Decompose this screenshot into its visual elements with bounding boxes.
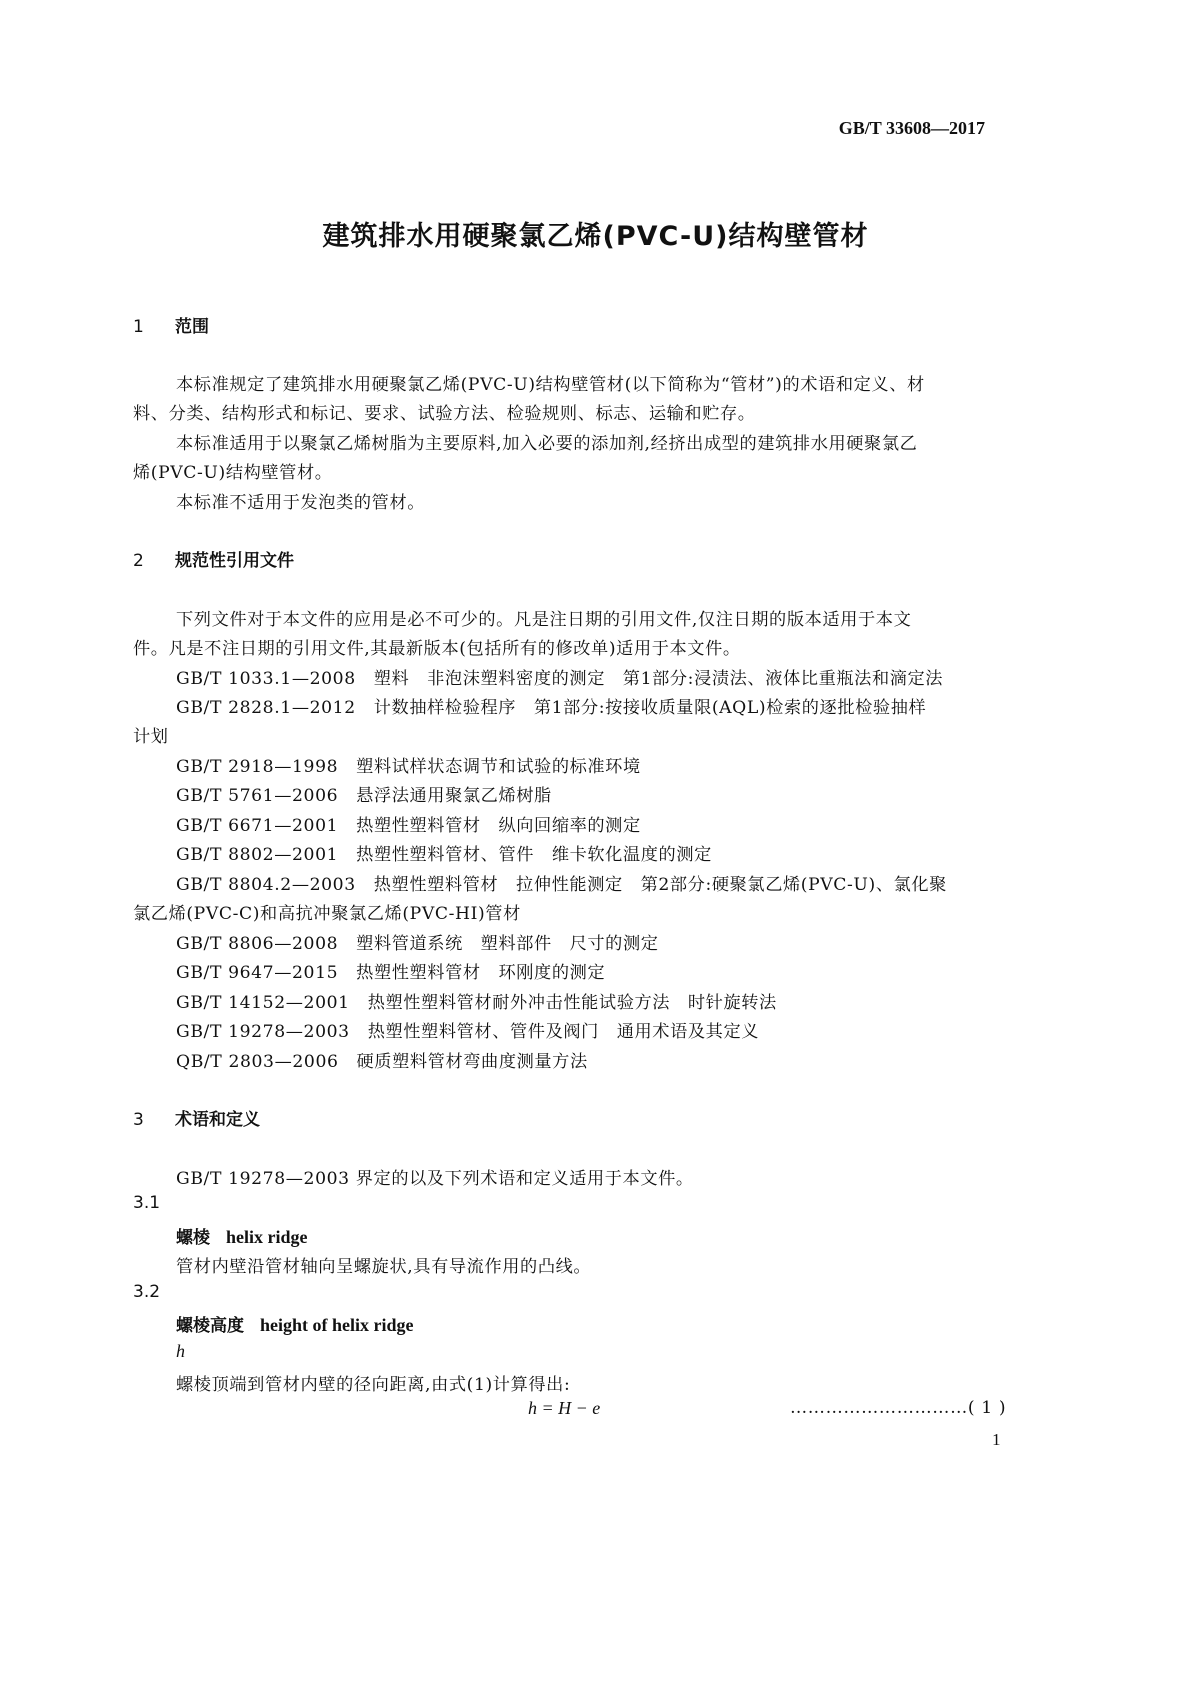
s2-intro-line-2: 件。凡是不注日期的引用文件,其最新版本(包括所有的修改单)适用于本文件。	[133, 639, 741, 659]
reference-title: 热塑性塑料管材、管件 维卡软化温度的测定	[356, 845, 712, 865]
reference-code: GB/T 8804.2—2003	[176, 875, 356, 895]
section-2-heading	[133, 546, 294, 571]
s3-intro: GB/T 19278—2003 界定的以及下列术语和定义适用于本文件。	[176, 1169, 694, 1189]
reference-code: GB/T 8806—2008	[176, 934, 339, 954]
section-title: 术语和定义	[175, 1110, 260, 1130]
reference-title: 塑料试样状态调节和试验的标准环境	[356, 757, 641, 777]
term-3-1-number: 3.1	[133, 1193, 161, 1213]
term-english: helix ridge	[226, 1227, 308, 1247]
reference-title: 热塑性塑料管材 拉伸性能测定 第2部分:硬聚氯乙烯(PVC-U)、氯化聚	[373, 875, 947, 895]
reference-title: 热塑性塑料管材 环刚度的测定	[356, 963, 606, 983]
reference-code: GB/T 2828.1—2012	[176, 698, 356, 718]
reference-code: GB/T 19278—2003	[176, 1022, 350, 1042]
reference-title: 悬浮法通用聚氯乙烯树脂	[356, 786, 552, 806]
reference-code: GB/T 6671—2001	[176, 816, 339, 836]
reference-title: 计数抽样检验程序 第1部分:按接收质量限(AQL)检索的逐批检验抽样	[373, 698, 927, 718]
reference-item	[176, 693, 926, 718]
term-3-1-heading	[176, 1223, 308, 1248]
reference-title: 热塑性塑料管材耐外冲击性能试验方法 时针旋转法	[367, 993, 777, 1013]
term-symbol: h	[176, 1341, 185, 1361]
reference-item	[176, 811, 641, 836]
term-3-2-number: 3.2	[133, 1282, 161, 1302]
term-3-2-heading	[176, 1311, 414, 1336]
reference-continuation: 计划	[133, 727, 169, 747]
term-english: height of helix ridge	[260, 1315, 414, 1335]
formula: h = H − e	[528, 1398, 601, 1418]
reference-code: QB/T 2803—2006	[176, 1052, 339, 1072]
term-chinese: 螺棱	[176, 1228, 210, 1248]
s1-paragraph-2-line-2: 烯(PVC-U)结构壁管材。	[133, 463, 333, 483]
reference-item	[176, 1017, 759, 1042]
reference-title: 塑料 非泡沫塑料密度的测定 第1部分:浸渍法、液体比重瓶法和滴定法	[373, 669, 944, 689]
document-title: 建筑排水用硬聚氯乙烯(PVC-U)结构壁管材	[322, 221, 869, 252]
reference-title: 硬质塑料管材弯曲度测量方法	[356, 1052, 588, 1072]
reference-code: GB/T 9647—2015	[176, 963, 339, 983]
reference-item	[176, 958, 605, 983]
reference-item	[176, 1047, 588, 1072]
reference-code: GB/T 2918—1998	[176, 757, 339, 777]
reference-item	[176, 781, 552, 806]
section-3-heading	[133, 1105, 260, 1130]
reference-title: 热塑性塑料管材、管件及阀门 通用术语及其定义	[367, 1022, 760, 1042]
s1-paragraph-1-line-1: 本标准规定了建筑排水用硬聚氯乙烯(PVC-U)结构壁管材(以下简称为“管材”)的术语和定义、材	[176, 375, 925, 395]
reference-item	[176, 870, 947, 895]
s1-paragraph-1-line-2: 料、分类、结构形式和标记、要求、试验方法、检验规则、标志、运输和贮存。	[133, 404, 756, 424]
reference-title: 塑料管道系统 塑料部件 尺寸的测定	[356, 934, 659, 954]
reference-item	[176, 840, 712, 865]
reference-code: GB/T 14152—2001	[176, 993, 350, 1013]
s1-paragraph-3: 本标准不适用于发泡类的管材。	[176, 493, 426, 513]
s1-paragraph-2-line-1: 本标准适用于以聚氯乙烯树脂为主要原料,加入必要的添加剂,经挤出成型的建筑排水用硬聚氯乙	[176, 434, 918, 454]
reference-item	[176, 988, 777, 1013]
s2-intro-line-1: 下列文件对于本文件的应用是必不可少的。凡是注日期的引用文件,仅注日期的版本适用于本文	[176, 610, 912, 630]
reference-code: GB/T 8802—2001	[176, 845, 339, 865]
section-number: 3	[133, 1110, 144, 1130]
section-title: 规范性引用文件	[175, 551, 294, 571]
term-3-2-definition: 螺棱顶端到管材内壁的径向距离,由式(1)计算得出:	[176, 1375, 571, 1395]
reference-continuation: 氯乙烯(PVC-C)和高抗冲聚氯乙烯(PVC-HI)管材	[133, 904, 521, 924]
reference-code: GB/T 1033.1—2008	[176, 669, 356, 689]
formula-number: …………………………( 1 )	[790, 1398, 1007, 1418]
reference-item	[176, 752, 641, 777]
reference-item	[176, 929, 659, 954]
term-3-1-definition: 管材内壁沿管材轴向呈螺旋状,具有导流作用的凸线。	[176, 1257, 592, 1277]
section-title: 范围	[175, 317, 209, 337]
standard-number: GB/T 33608—2017	[838, 118, 985, 138]
section-number: 1	[133, 317, 144, 337]
term-chinese: 螺棱高度	[176, 1316, 244, 1336]
page-number: 1	[992, 1430, 1002, 1449]
section-1-heading	[133, 312, 209, 337]
reference-item	[176, 664, 943, 689]
reference-title: 热塑性塑料管材 纵向回缩率的测定	[356, 816, 641, 836]
section-number: 2	[133, 551, 144, 571]
reference-code: GB/T 5761—2006	[176, 786, 339, 806]
